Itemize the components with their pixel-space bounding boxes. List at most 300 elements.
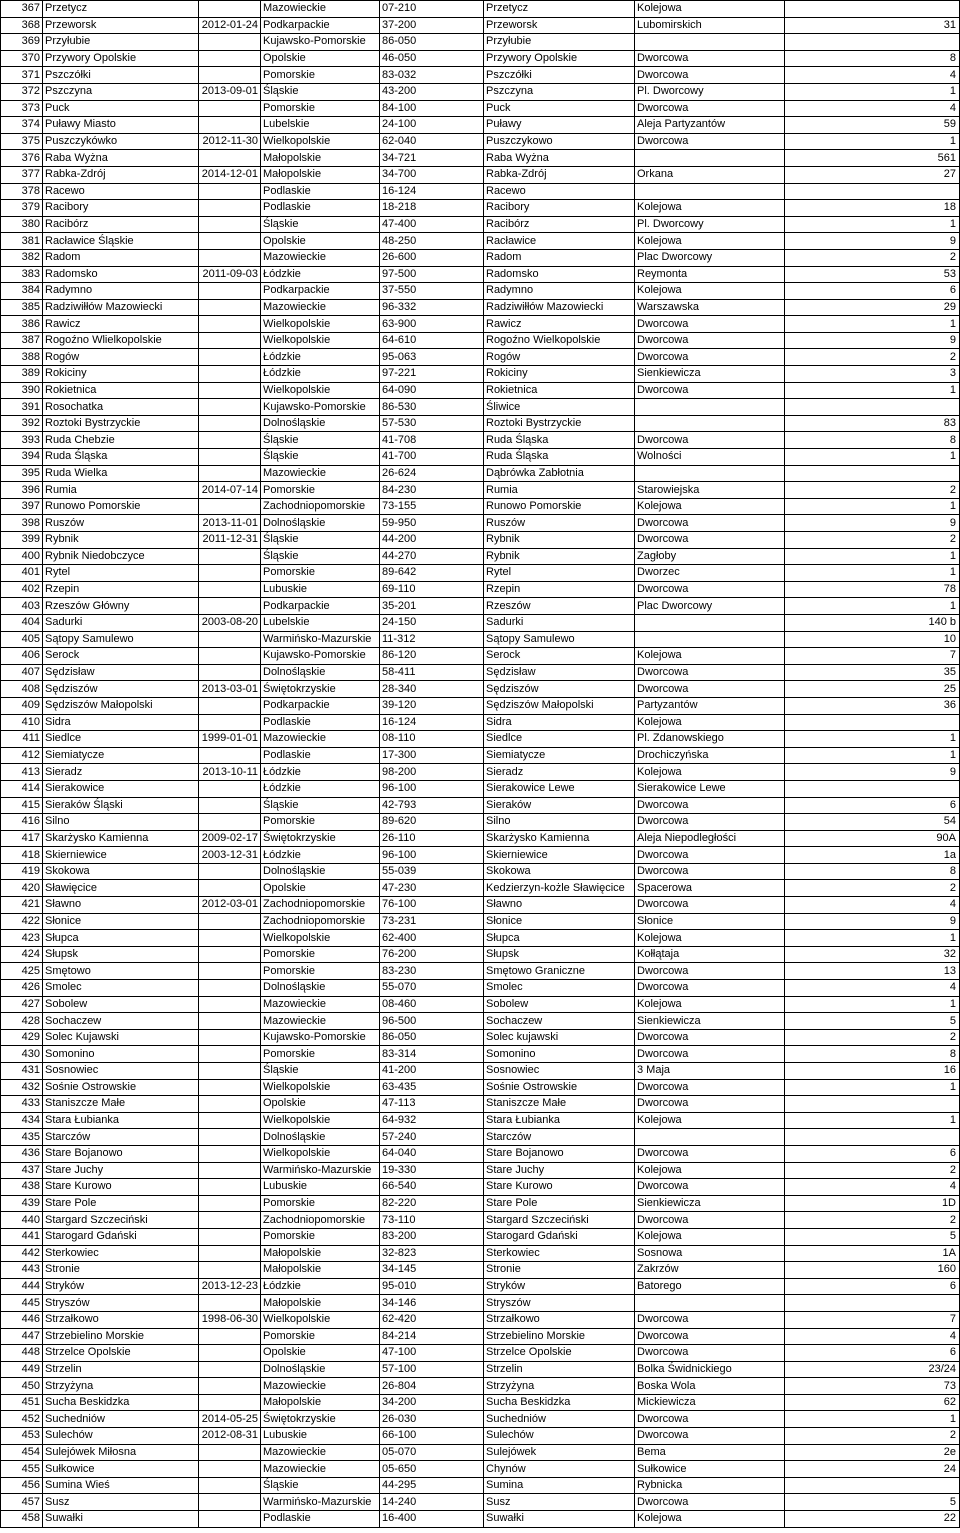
row-number-cell: 411 — [1, 731, 43, 748]
date-cell — [199, 50, 261, 67]
date-cell — [199, 183, 261, 200]
house-number-cell: 54 — [785, 814, 960, 831]
row-number-cell: 386 — [1, 316, 43, 333]
street-cell: Dworcowa — [635, 681, 785, 698]
voivodeship-cell: Łódzkie — [261, 764, 380, 781]
voivodeship-cell: Śląskie — [261, 432, 380, 449]
row-number-cell: 441 — [1, 1228, 43, 1245]
row-number-cell: 382 — [1, 249, 43, 266]
house-number-cell: 8 — [785, 432, 960, 449]
city-cell: Puszczykowo — [484, 133, 635, 150]
row-number-cell: 393 — [1, 432, 43, 449]
postal-code-cell: 83-230 — [380, 963, 484, 980]
city-cell: Sędziszów Małopolski — [484, 697, 635, 714]
station-name-cell: Ruda Śląska — [43, 449, 199, 466]
house-number-cell: 1 — [785, 1079, 960, 1096]
station-name-cell: Sulejówek Miłosna — [43, 1444, 199, 1461]
station-name-cell: Susz — [43, 1494, 199, 1511]
city-cell: Rokiciny — [484, 366, 635, 383]
date-cell — [199, 631, 261, 648]
house-number-cell: 5 — [785, 1494, 960, 1511]
table-row — [1, 216, 960, 233]
voivodeship-cell: Łódzkie — [261, 780, 380, 797]
city-cell: Starogard Gdański — [484, 1228, 635, 1245]
table-row — [1, 515, 960, 532]
station-name-cell: Solec Kujawski — [43, 1029, 199, 1046]
city-cell: Puławy — [484, 117, 635, 134]
voivodeship-cell: Lubuskie — [261, 1179, 380, 1196]
row-number-cell: 391 — [1, 399, 43, 416]
street-cell: Zakrzów — [635, 1262, 785, 1279]
house-number-cell: 2 — [785, 1162, 960, 1179]
voivodeship-cell: Mazowieckie — [261, 731, 380, 748]
station-name-cell: Starogard Gdański — [43, 1228, 199, 1245]
table-row — [1, 731, 960, 748]
street-cell: Spacerowa — [635, 880, 785, 897]
row-number-cell: 425 — [1, 963, 43, 980]
street-cell: Bema — [635, 1444, 785, 1461]
voivodeship-cell: Pomorskie — [261, 814, 380, 831]
date-cell: 2013-03-01 — [199, 681, 261, 698]
table-row — [1, 166, 960, 183]
voivodeship-cell: Wielkopolskie — [261, 133, 380, 150]
house-number-cell: 9 — [785, 515, 960, 532]
house-number-cell: 1a — [785, 847, 960, 864]
voivodeship-cell: Wielkopolskie — [261, 1311, 380, 1328]
postal-code-cell: 41-200 — [380, 1063, 484, 1080]
table-row — [1, 747, 960, 764]
postal-code-cell: 16-124 — [380, 183, 484, 200]
table-row — [1, 963, 960, 980]
table-row — [1, 465, 960, 482]
date-cell — [199, 980, 261, 997]
date-cell: 2014-12-01 — [199, 166, 261, 183]
station-name-cell: Stare Juchy — [43, 1162, 199, 1179]
postal-code-cell: 44-270 — [380, 548, 484, 565]
street-cell: Kolejowa — [635, 1, 785, 18]
date-cell — [199, 1063, 261, 1080]
date-cell — [199, 1494, 261, 1511]
city-cell: Silno — [484, 814, 635, 831]
house-number-cell — [785, 34, 960, 51]
station-name-cell: Skarżysko Kamienna — [43, 830, 199, 847]
house-number-cell — [785, 1295, 960, 1312]
city-cell: Rawicz — [484, 316, 635, 333]
date-cell — [199, 565, 261, 582]
station-name-cell: Sławno — [43, 897, 199, 914]
house-number-cell: 160 — [785, 1262, 960, 1279]
postal-code-cell: 96-500 — [380, 1013, 484, 1030]
voivodeship-cell: Pomorskie — [261, 482, 380, 499]
postal-code-cell: 26-600 — [380, 249, 484, 266]
table-row — [1, 1278, 960, 1295]
table-row — [1, 366, 960, 383]
voivodeship-cell: Małopolskie — [261, 1262, 380, 1279]
postal-code-cell: 89-642 — [380, 565, 484, 582]
city-cell: Kedzierzyn-kożle Sławięcice — [484, 880, 635, 897]
postal-code-cell: 26-804 — [380, 1378, 484, 1395]
postal-code-cell: 76-200 — [380, 946, 484, 963]
postal-code-cell: 57-240 — [380, 1129, 484, 1146]
row-number-cell: 373 — [1, 100, 43, 117]
station-name-cell: Racewo — [43, 183, 199, 200]
postal-code-cell: 55-070 — [380, 980, 484, 997]
city-cell: Sieradz — [484, 764, 635, 781]
row-number-cell: 385 — [1, 299, 43, 316]
station-name-cell: Słupca — [43, 930, 199, 947]
postal-code-cell: 44-200 — [380, 532, 484, 549]
voivodeship-cell: Świętokrzyskie — [261, 681, 380, 698]
postal-code-cell: 62-400 — [380, 930, 484, 947]
city-cell: Sucha Beskidzka — [484, 1394, 635, 1411]
table-row — [1, 1129, 960, 1146]
house-number-cell: 73 — [785, 1378, 960, 1395]
table-row — [1, 449, 960, 466]
table-row — [1, 117, 960, 134]
street-cell — [635, 1129, 785, 1146]
street-cell: Kolejowa — [635, 1511, 785, 1528]
row-number-cell: 389 — [1, 366, 43, 383]
date-cell — [199, 382, 261, 399]
house-number-cell: 9 — [785, 913, 960, 930]
postal-code-cell: 24-100 — [380, 117, 484, 134]
row-number-cell: 458 — [1, 1511, 43, 1528]
street-cell — [635, 631, 785, 648]
station-name-cell: Sterkowiec — [43, 1245, 199, 1262]
voivodeship-cell: Mazowieckie — [261, 1, 380, 18]
station-name-cell: Sochaczew — [43, 1013, 199, 1030]
voivodeship-cell: Mazowieckie — [261, 465, 380, 482]
station-name-cell: Rybnik Niedobczyce — [43, 548, 199, 565]
street-cell: Dworcowa — [635, 349, 785, 366]
row-number-cell: 376 — [1, 150, 43, 167]
postal-code-cell: 34-200 — [380, 1394, 484, 1411]
city-cell: Siedlce — [484, 731, 635, 748]
city-cell: Ruda Śląska — [484, 449, 635, 466]
date-cell — [199, 930, 261, 947]
postal-code-cell: 57-530 — [380, 415, 484, 432]
table-row — [1, 283, 960, 300]
station-name-cell: Stare Pole — [43, 1195, 199, 1212]
table-row — [1, 681, 960, 698]
date-cell — [199, 780, 261, 797]
house-number-cell: 1 — [785, 1112, 960, 1129]
street-cell: Dworcowa — [635, 1096, 785, 1113]
voivodeship-cell: Śląskie — [261, 83, 380, 100]
postal-code-cell: 84-100 — [380, 100, 484, 117]
date-cell — [199, 1195, 261, 1212]
street-cell: Sienkiewicza — [635, 1013, 785, 1030]
city-cell: Pszczyna — [484, 83, 635, 100]
city-cell: Rokietnica — [484, 382, 635, 399]
postal-code-cell: 47-230 — [380, 880, 484, 897]
house-number-cell: 22 — [785, 1511, 960, 1528]
street-cell: Dworcowa — [635, 1212, 785, 1229]
date-cell — [199, 747, 261, 764]
station-name-cell: Stryków — [43, 1278, 199, 1295]
house-number-cell: 4 — [785, 1179, 960, 1196]
table-row — [1, 266, 960, 283]
date-cell — [199, 963, 261, 980]
row-number-cell: 384 — [1, 283, 43, 300]
station-name-cell: Rogoźno Wlielkopolskie — [43, 332, 199, 349]
row-number-cell: 374 — [1, 117, 43, 134]
table-row — [1, 498, 960, 515]
house-number-cell — [785, 465, 960, 482]
station-name-cell: Przywory Opolskie — [43, 50, 199, 67]
table-row — [1, 565, 960, 582]
voivodeship-cell: Opolskie — [261, 233, 380, 250]
station-name-cell: Stare Kurowo — [43, 1179, 199, 1196]
voivodeship-cell: Dolnośląskie — [261, 415, 380, 432]
row-number-cell: 450 — [1, 1378, 43, 1395]
street-cell: Kolejowa — [635, 498, 785, 515]
postal-code-cell: 18-218 — [380, 200, 484, 217]
postal-code-cell: 35-201 — [380, 598, 484, 615]
date-cell: 2013-09-01 — [199, 83, 261, 100]
postal-code-cell: 55-039 — [380, 863, 484, 880]
street-cell: Dworcowa — [635, 316, 785, 333]
city-cell: Puck — [484, 100, 635, 117]
voivodeship-cell: Mazowieckie — [261, 249, 380, 266]
postal-code-cell: 84-230 — [380, 482, 484, 499]
table-row — [1, 631, 960, 648]
city-cell: Radomsko — [484, 266, 635, 283]
date-cell — [199, 432, 261, 449]
date-cell — [199, 1179, 261, 1196]
station-name-cell: Suchedniów — [43, 1411, 199, 1428]
street-cell: Kolejowa — [635, 648, 785, 665]
house-number-cell: 1 — [785, 382, 960, 399]
table-row — [1, 863, 960, 880]
table-row — [1, 980, 960, 997]
city-cell: Radom — [484, 249, 635, 266]
postal-code-cell: 39-120 — [380, 697, 484, 714]
voivodeship-cell: Śląskie — [261, 449, 380, 466]
postal-code-cell: 96-332 — [380, 299, 484, 316]
station-name-cell: Sątopy Samulewo — [43, 631, 199, 648]
station-name-cell: Sadurki — [43, 614, 199, 631]
city-cell: Strzelce Opolskie — [484, 1345, 635, 1362]
voivodeship-cell: Wielkopolskie — [261, 316, 380, 333]
street-cell: Orkana — [635, 166, 785, 183]
station-name-cell: Stronie — [43, 1262, 199, 1279]
house-number-cell — [785, 1096, 960, 1113]
voivodeship-cell: Podkarpackie — [261, 17, 380, 34]
station-name-cell: Siedlce — [43, 731, 199, 748]
date-cell — [199, 34, 261, 51]
row-number-cell: 447 — [1, 1328, 43, 1345]
city-cell: Sochaczew — [484, 1013, 635, 1030]
station-name-cell: Skierniewice — [43, 847, 199, 864]
city-cell: Strzyżyna — [484, 1378, 635, 1395]
station-name-cell: Stara Łubianka — [43, 1112, 199, 1129]
house-number-cell: 1 — [785, 598, 960, 615]
house-number-cell: 2 — [785, 1428, 960, 1445]
voivodeship-cell: Opolskie — [261, 880, 380, 897]
row-number-cell: 421 — [1, 897, 43, 914]
row-number-cell: 413 — [1, 764, 43, 781]
row-number-cell: 434 — [1, 1112, 43, 1129]
station-name-cell: Słonice — [43, 913, 199, 930]
city-cell: Rybnik — [484, 532, 635, 549]
street-cell — [635, 150, 785, 167]
table-row — [1, 614, 960, 631]
row-number-cell: 416 — [1, 814, 43, 831]
station-name-cell: Raba Wyżna — [43, 150, 199, 167]
house-number-cell: 78 — [785, 581, 960, 598]
date-cell — [199, 216, 261, 233]
postal-code-cell: 48-250 — [380, 233, 484, 250]
city-cell: Susz — [484, 1494, 635, 1511]
house-number-cell: 3 — [785, 366, 960, 383]
station-name-cell: Roztoki Bystrzyckie — [43, 415, 199, 432]
postal-code-cell: 58-411 — [380, 664, 484, 681]
row-number-cell: 414 — [1, 780, 43, 797]
city-cell: Rogów — [484, 349, 635, 366]
street-cell — [635, 1295, 785, 1312]
row-number-cell: 430 — [1, 1046, 43, 1063]
postal-code-cell: 63-900 — [380, 316, 484, 333]
postal-code-cell: 26-030 — [380, 1411, 484, 1428]
table-row — [1, 183, 960, 200]
row-number-cell: 431 — [1, 1063, 43, 1080]
postal-code-cell: 73-231 — [380, 913, 484, 930]
row-number-cell: 370 — [1, 50, 43, 67]
date-cell — [199, 1295, 261, 1312]
station-name-cell: Racławice Śląskie — [43, 233, 199, 250]
table-row — [1, 897, 960, 914]
station-name-cell: Sośnie Ostrowskie — [43, 1079, 199, 1096]
date-cell — [199, 548, 261, 565]
date-cell — [199, 913, 261, 930]
voivodeship-cell: Śląskie — [261, 532, 380, 549]
street-cell: Dworcowa — [635, 1328, 785, 1345]
station-name-cell: Puławy Miasto — [43, 117, 199, 134]
date-cell — [199, 1394, 261, 1411]
street-cell: Pl. Dworcowy — [635, 83, 785, 100]
station-name-cell: Racibórz — [43, 216, 199, 233]
station-name-cell: Stryszów — [43, 1295, 199, 1312]
house-number-cell: 35 — [785, 664, 960, 681]
voivodeship-cell: Pomorskie — [261, 963, 380, 980]
city-cell: Stronie — [484, 1262, 635, 1279]
postal-code-cell: 24-150 — [380, 614, 484, 631]
row-number-cell: 422 — [1, 913, 43, 930]
postal-code-cell: 86-050 — [380, 1029, 484, 1046]
table-row — [1, 1145, 960, 1162]
postal-code-cell: 97-500 — [380, 266, 484, 283]
table-row — [1, 1494, 960, 1511]
street-cell: Dworcowa — [635, 133, 785, 150]
street-cell: Dworcowa — [635, 664, 785, 681]
voivodeship-cell: Wielkopolskie — [261, 1112, 380, 1129]
house-number-cell — [785, 1, 960, 18]
row-number-cell: 392 — [1, 415, 43, 432]
voivodeship-cell: Podlaskie — [261, 714, 380, 731]
date-cell — [199, 880, 261, 897]
date-cell — [199, 1162, 261, 1179]
voivodeship-cell: Wielkopolskie — [261, 1145, 380, 1162]
voivodeship-cell: Lubuskie — [261, 581, 380, 598]
house-number-cell: 4 — [785, 980, 960, 997]
table-row — [1, 332, 960, 349]
street-cell: Dworcowa — [635, 1145, 785, 1162]
row-number-cell: 452 — [1, 1411, 43, 1428]
city-cell: Somonino — [484, 1046, 635, 1063]
voivodeship-cell: Lubelskie — [261, 614, 380, 631]
date-cell — [199, 1, 261, 18]
house-number-cell: 18 — [785, 200, 960, 217]
station-name-cell: Stargard Szczeciński — [43, 1212, 199, 1229]
postal-code-cell: 26-110 — [380, 830, 484, 847]
voivodeship-cell: Pomorskie — [261, 67, 380, 84]
street-cell: Kolejowa — [635, 714, 785, 731]
station-name-cell: Sławięcice — [43, 880, 199, 897]
street-cell: Dworcowa — [635, 432, 785, 449]
postal-code-cell: 73-110 — [380, 1212, 484, 1229]
date-cell — [199, 1444, 261, 1461]
row-number-cell: 408 — [1, 681, 43, 698]
voivodeship-cell: Zachodniopomorskie — [261, 498, 380, 515]
date-cell — [199, 714, 261, 731]
row-number-cell: 388 — [1, 349, 43, 366]
voivodeship-cell: Lubuskie — [261, 1428, 380, 1445]
house-number-cell: 2 — [785, 532, 960, 549]
row-number-cell: 437 — [1, 1162, 43, 1179]
street-cell: Boska Wola — [635, 1378, 785, 1395]
postal-code-cell: 37-200 — [380, 17, 484, 34]
street-cell: Słonice — [635, 913, 785, 930]
street-cell: Lubomirskich — [635, 17, 785, 34]
station-name-cell: Sędzisław — [43, 664, 199, 681]
city-cell: Sierakowice Lewe — [484, 780, 635, 797]
date-cell — [199, 1145, 261, 1162]
voivodeship-cell: Dolnośląskie — [261, 664, 380, 681]
street-cell: Dworcowa — [635, 1179, 785, 1196]
city-cell: Sośnie Ostrowskie — [484, 1079, 635, 1096]
street-cell: Dworcowa — [635, 963, 785, 980]
voivodeship-cell: Mazowieckie — [261, 299, 380, 316]
date-cell — [199, 1129, 261, 1146]
voivodeship-cell: Mazowieckie — [261, 1013, 380, 1030]
row-number-cell: 381 — [1, 233, 43, 250]
station-name-cell: Rzepin — [43, 581, 199, 598]
table-row — [1, 532, 960, 549]
house-number-cell — [785, 1477, 960, 1494]
city-cell: Pszczółki — [484, 67, 635, 84]
city-cell: Słupca — [484, 930, 635, 947]
row-number-cell: 405 — [1, 631, 43, 648]
postal-code-cell: 76-100 — [380, 897, 484, 914]
station-name-cell: Słupsk — [43, 946, 199, 963]
city-cell: Skokowa — [484, 863, 635, 880]
postal-code-cell: 34-721 — [380, 150, 484, 167]
row-number-cell: 446 — [1, 1311, 43, 1328]
date-cell — [199, 814, 261, 831]
house-number-cell: 25 — [785, 681, 960, 698]
voivodeship-cell: Pomorskie — [261, 565, 380, 582]
house-number-cell — [785, 780, 960, 797]
voivodeship-cell: Pomorskie — [261, 1328, 380, 1345]
table-row — [1, 1162, 960, 1179]
house-number-cell: 6 — [785, 1145, 960, 1162]
postal-code-cell: 89-620 — [380, 814, 484, 831]
city-cell: Racibórz — [484, 216, 635, 233]
row-number-cell: 435 — [1, 1129, 43, 1146]
row-number-cell: 439 — [1, 1195, 43, 1212]
row-number-cell: 418 — [1, 847, 43, 864]
